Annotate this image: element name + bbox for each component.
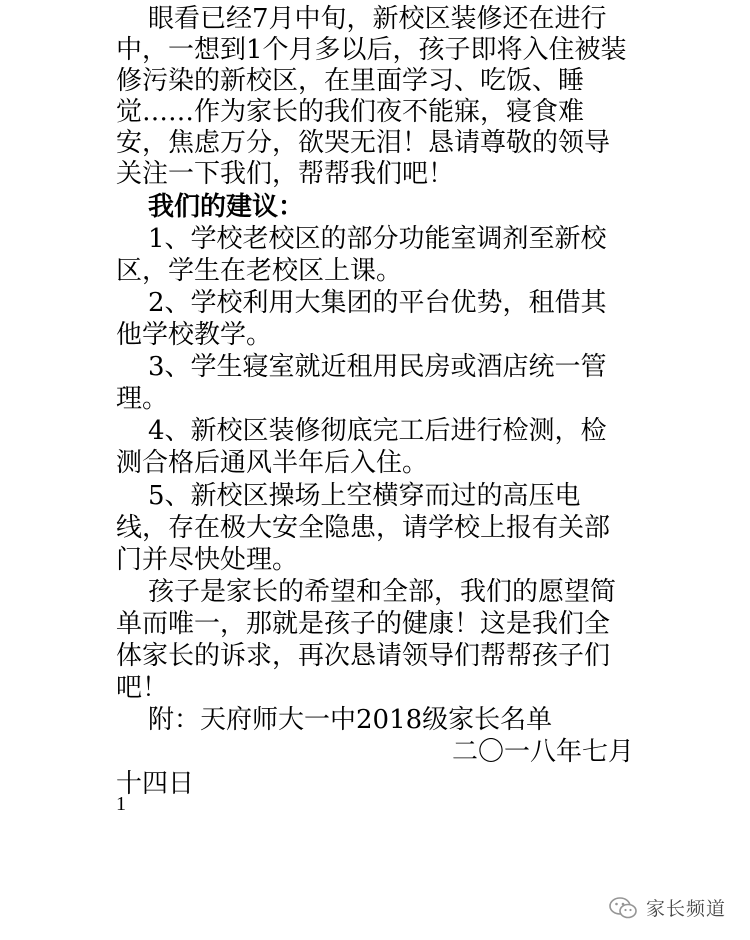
text-line: 关注一下我们，帮帮我们吧！	[116, 159, 455, 189]
text-line: 单而唯一，那就是孩子的健康！这是我们全	[116, 609, 611, 639]
text-line: 安，焦虑万分，欲哭无泪！恳请尊敬的领导	[116, 128, 611, 158]
suggestion-item: 2、学校利用大集团的平台优势，租借其	[148, 288, 607, 318]
suggestion-item: 1、学校老校区的部分功能室调剂至新校	[148, 224, 607, 254]
text-line: 体家长的诉求，再次恳请领导们帮帮孩子们	[116, 641, 611, 671]
suggestion-item: 5、新校区操场上空横穿而过的高压电	[148, 481, 581, 511]
text-line: 区，学生在老校区上课。	[116, 256, 403, 286]
text-line: 他学校教学。	[116, 320, 273, 350]
watermark	[608, 894, 726, 921]
text-line: 门并尽快处理。	[116, 545, 299, 575]
date-line: 十四日	[116, 769, 195, 799]
text-line: 吧！	[116, 673, 169, 703]
suggestions-heading: 我们的建议：	[148, 192, 305, 222]
attachment-note: 附：天府师大一中2018级家长名单	[148, 705, 553, 735]
suggestion-item: 4、新校区装修彻底完工后进行检测，检	[148, 416, 607, 446]
text-line: 觉……作为家长的我们夜不能寐，寝食难	[116, 97, 585, 127]
date-line: 二〇一八年七月	[452, 737, 635, 767]
text-line: 线，存在极大安全隐患，请学校上报有关部	[116, 513, 611, 543]
text-line: 测合格后通风半年后入住。	[116, 448, 429, 478]
suggestion-item: 3、学生寝室就近租用民房或酒店统一管	[148, 352, 607, 382]
wechat-icon	[608, 896, 638, 920]
text-line: 孩子是家长的希望和全部，我们的愿望简	[148, 577, 617, 607]
watermark-text: 家长频道	[645, 898, 726, 920]
text-line: 眼看已经7月中旬，新校区装修还在进行	[148, 4, 607, 34]
page-number: 1	[116, 793, 126, 815]
text-line: 修污染的新校区，在里面学习、吃饭、睡	[116, 66, 585, 96]
text-line: 中，一想到1个月多以后，孩子即将入住被装	[116, 35, 627, 65]
text-line: 理。	[116, 384, 169, 414]
